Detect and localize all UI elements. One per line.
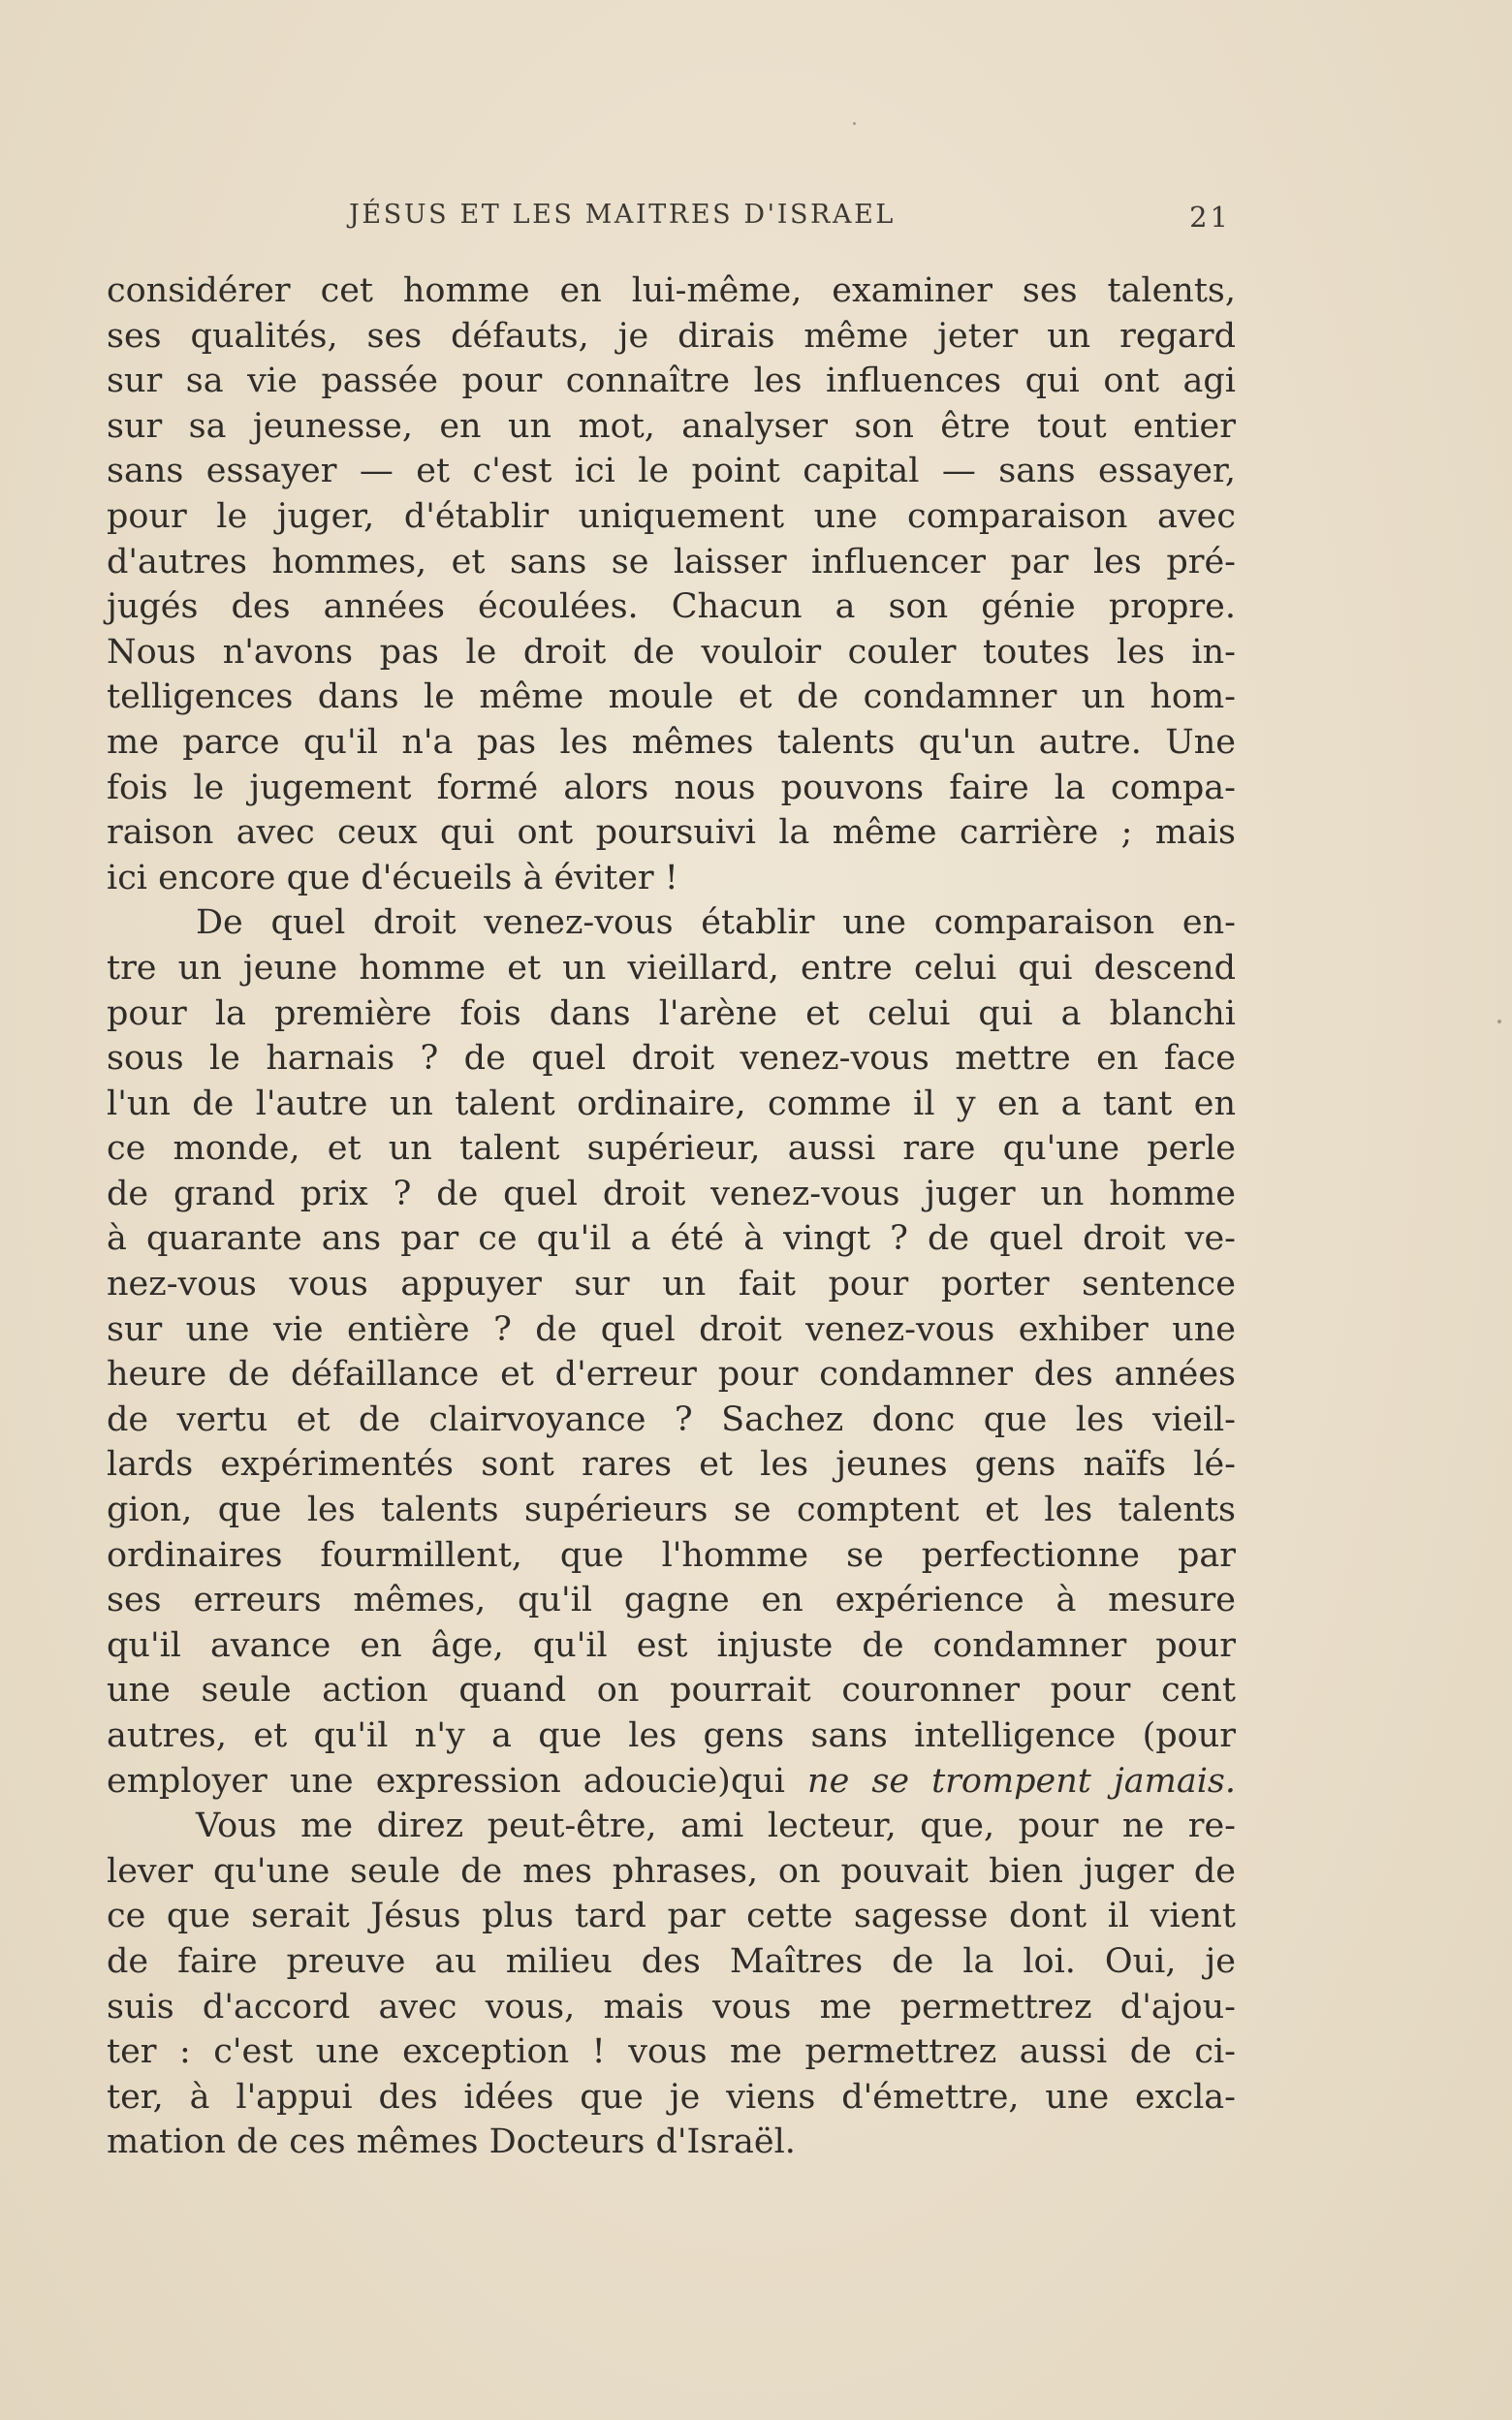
text-line: telligences dans le même moule et de condamner un hom- — [107, 677, 1236, 717]
text-line: de vertu et de clairvoyance ? Sachez donc que les vieil- — [107, 1399, 1236, 1439]
running-head — [349, 200, 1231, 238]
paper-speck — [1497, 1020, 1501, 1023]
text-line: ici encore que d'écueils à éviter ! — [107, 858, 678, 897]
text-line: de faire preuve au milieu des Maîtres de la loi. Oui, je — [107, 1941, 1236, 1981]
text-line: me parce qu'il n'a pas les mêmes talents qu'un autre. Une — [107, 722, 1236, 762]
text-line: ter, à l'appui des idées que je viens d'émettre, une excla- — [107, 2077, 1236, 2117]
text-line: ce que serait Jésus plus tard par cette sagesse dont il vient — [107, 1897, 1236, 1936]
page-number: 21 — [1189, 201, 1231, 234]
body-text — [107, 268, 1236, 2165]
text-line: l'un de l'autre un talent ordinaire, comme il y en a tant en — [107, 1084, 1236, 1123]
text-line: ordinaires fourmillent, que l'homme se perfectionne par — [107, 1535, 1236, 1575]
text-line: jugés des années écoulées. Chacun a son génie propre. — [107, 587, 1236, 627]
text-line: sous le harnais ? de quel droit venez-vous mettre en face — [107, 1039, 1236, 1079]
text-line: pour le juger, d'établir uniquement une comparaison avec — [107, 496, 1236, 536]
text-line: mation de ces mêmes Docteurs d'Israël. — [107, 2122, 796, 2162]
italic-text-segment: ne se trompent jamais. — [807, 1761, 1236, 1801]
text-line: pour la première fois dans l'arène et celui qui a blanchi — [107, 993, 1236, 1033]
text-line: tre un jeune homme et un vieillard, entre celui qui descend — [107, 948, 1236, 988]
text-line: raison avec ceux qui ont poursuivi la même carrière ; mais — [107, 813, 1236, 853]
text-line: ses qualités, ses défauts, je dirais même jeter un regard — [107, 316, 1236, 356]
running-title: JÉSUS ET LES MAITRES D'ISRAEL — [349, 200, 896, 230]
text-line: une seule action quand on pourrait couronner pour cent — [107, 1671, 1236, 1711]
text-line: heure de défaillance et d'erreur pour condamner des années — [107, 1355, 1236, 1395]
text-line: ce monde, et un talent supérieur, aussi rare qu'une perle — [107, 1129, 1236, 1169]
text-line: considérer cet homme en lui-même, examiner ses talents, — [107, 271, 1236, 310]
text-line: lards expérimentés sont rares et les jeunes gens naïfs lé- — [107, 1445, 1236, 1485]
text-line: sans essayer — et c'est ici le point capital — sans essayer, — [107, 452, 1236, 491]
text-line: suis d'accord avec vous, mais vous me permettrez d'ajou- — [107, 1987, 1236, 2027]
text-line: De quel droit venez-vous établir une comparaison en- — [196, 903, 1236, 943]
text-line: lever qu'une seule de mes phrases, on pouvait bien juger de — [107, 1851, 1236, 1891]
text-line: de grand prix ? de quel droit venez-vous juger un homme — [107, 1174, 1236, 1213]
paper-speck — [853, 122, 856, 125]
text-line: autres, et qu'il n'y a que les gens sans intelligence (pour — [107, 1716, 1236, 1755]
text-line — [107, 1759, 1236, 1805]
text-line: nez-vous vous appuyer sur un fait pour porter sentence — [107, 1265, 1236, 1304]
text-line: ter : c'est une exception ! vous me permettrez aussi de ci- — [107, 2032, 1236, 2072]
text-line: Vous me direz peut-être, ami lecteur, que, pour ne re- — [196, 1807, 1236, 1846]
text-line: d'autres hommes, et sans se laisser influencer par les pré- — [107, 542, 1236, 581]
text-line: gion, que les talents supérieurs se comptent et les talents — [107, 1491, 1236, 1530]
text-line: ses erreurs mêmes, qu'il gagne en expérience à mesure — [107, 1581, 1236, 1620]
text-line: à quarante ans par ce qu'il a été à vingt ? de quel droit ve- — [107, 1219, 1236, 1259]
text-line: sur sa jeunesse, en un mot, analyser son être tout entier — [107, 406, 1236, 446]
text-line: sur sa vie passée pour connaître les influences qui ont agi — [107, 361, 1236, 401]
text-line: qu'il avance en âge, qu'il est injuste de condamner pour — [107, 1625, 1236, 1665]
text-line: Nous n'avons pas le droit de vouloir couler toutes les in- — [107, 632, 1236, 672]
text-line: fois le jugement formé alors nous pouvons faire la compa- — [107, 768, 1236, 807]
text-line: sur une vie entière ? de quel droit venez-vous exhiber une — [107, 1309, 1236, 1349]
text-segment: employer une expression adoucie)qui — [107, 1761, 785, 1801]
